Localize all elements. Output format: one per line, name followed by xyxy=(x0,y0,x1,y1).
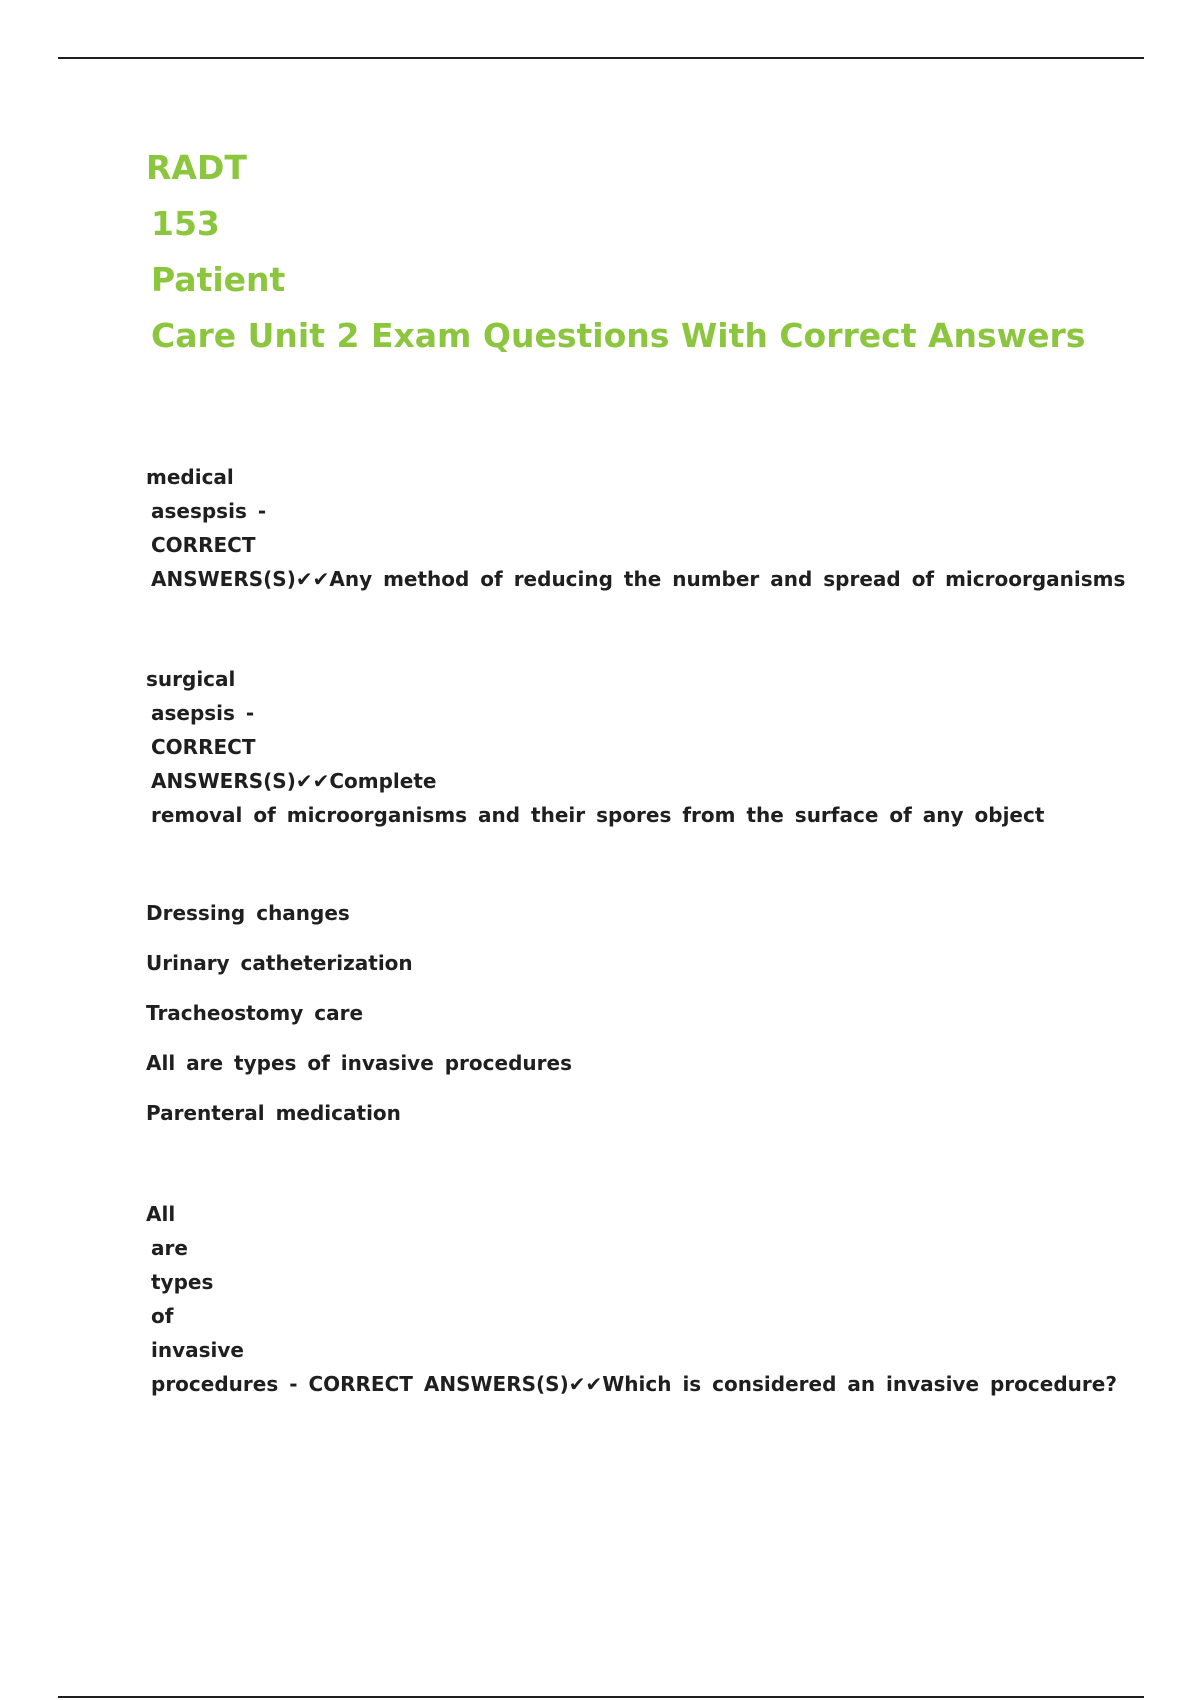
entry-line: of xyxy=(151,1304,174,1328)
entry-line: asespsis - xyxy=(151,499,267,523)
option-item: Parenteral medication xyxy=(146,1101,401,1125)
entry-line: are xyxy=(151,1236,188,1260)
qa-entry-invasive-procedures xyxy=(146,1197,1117,1401)
footer-rule xyxy=(58,1696,1144,1698)
title-line: Care Unit 2 Exam Questions With Correct Answers xyxy=(151,316,1086,355)
entry-line: ANSWERS(S)✔✔Any method of reducing the number and spread of microorganisms xyxy=(151,567,1126,591)
entry-line: All xyxy=(146,1202,176,1226)
entry-line: medical xyxy=(146,465,234,489)
qa-entry-surgical-asepsis xyxy=(146,662,1044,832)
title-line: 153 xyxy=(151,204,220,243)
entry-line: surgical xyxy=(146,667,236,691)
option-item: Dressing changes xyxy=(146,901,350,925)
title-line: Patient xyxy=(151,260,286,299)
entry-line: removal of microorganisms and their spores from the surface of any object xyxy=(151,803,1045,827)
qa-entry-medical-asepsis xyxy=(146,460,1125,596)
entry-line: types xyxy=(151,1270,214,1294)
option-item: Urinary catheterization xyxy=(146,951,413,975)
document-title xyxy=(146,140,1085,364)
header-rule xyxy=(58,57,1144,59)
entry-line: invasive xyxy=(151,1338,244,1362)
entry-line: ANSWERS(S)✔✔Complete xyxy=(151,769,437,793)
entry-line: CORRECT xyxy=(151,533,256,557)
entry-line: CORRECT xyxy=(151,735,256,759)
option-item: All are types of invasive procedures xyxy=(146,1051,572,1075)
answer-options-list xyxy=(146,888,572,1138)
option-item: Tracheostomy care xyxy=(146,1001,364,1025)
title-line: RADT xyxy=(146,148,247,187)
entry-line: asepsis - xyxy=(151,701,255,725)
entry-line: procedures - CORRECT ANSWERS(S)✔✔Which is considered an invasive procedure? xyxy=(151,1372,1117,1396)
